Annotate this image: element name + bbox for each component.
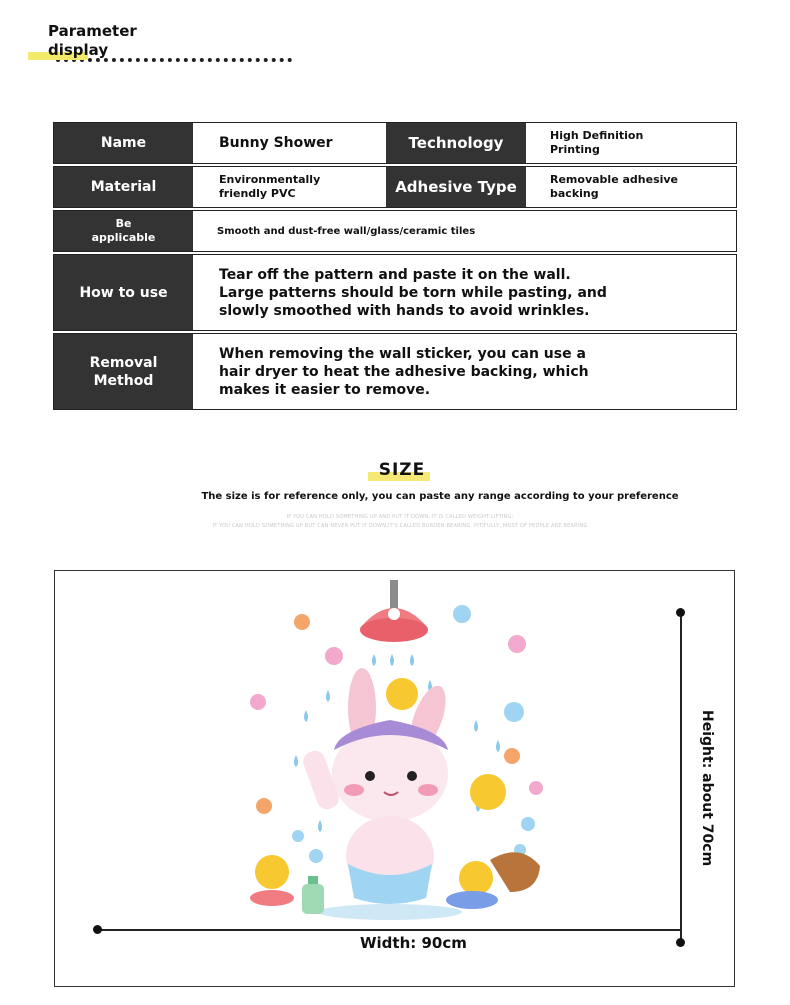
- table-row: [53, 166, 737, 208]
- removal-method-value: When removing the wall sticker, you can use a hair dryer to heat the adhesive backing, which makes it easier to remove.: [219, 345, 589, 398]
- table-row: [53, 333, 737, 410]
- technology-value: High Definition Printing: [550, 129, 644, 156]
- applicable-value: Smooth and dust-free wall/glass/ceramic tiles: [217, 225, 476, 237]
- how-to-use-label: How to use: [54, 255, 193, 330]
- applicable-label: Be applicable: [54, 211, 193, 251]
- how-to-use-value: Tear off the pattern and paste it on the wall. Large patterns should be torn while pasting, and slowly smoothed with hands to avoid wrinkles.: [219, 266, 607, 319]
- adhesive-type-label: Adhesive Type: [386, 167, 526, 207]
- height-bottom-marker: [676, 938, 685, 947]
- table-row: [53, 122, 737, 164]
- section-title: Parameter display: [48, 22, 137, 59]
- table-row: [53, 254, 737, 331]
- technology-label: Technology: [386, 123, 526, 163]
- width-dimension-line: [97, 929, 681, 931]
- material-value: Environmentally friendly PVC: [219, 173, 321, 200]
- width-left-marker: [93, 925, 102, 934]
- size-title: SIZE: [378, 460, 426, 480]
- size-subtitle: The size is for reference only, you can paste any range according to your preference: [201, 491, 679, 502]
- table-row: [53, 210, 737, 252]
- height-dimension-line: [680, 612, 682, 942]
- bunny-shower-illustration: [240, 580, 560, 925]
- removal-method-label: Removal Method: [54, 334, 193, 409]
- width-label: Width: 90cm: [360, 934, 467, 952]
- shower-pipe: [390, 580, 398, 610]
- name-value: Bunny Shower: [219, 135, 333, 151]
- faint-caption-2: IF YOU CAN HOLD SOMETHING UP BUT CAN NEVER PUT IT DOWN,IT'S CALLED BURDEN-BEARING. PITIFULLY, MOST OF PEOPLE ARE BEARING: [212, 523, 588, 529]
- soap-bottle: [302, 884, 324, 914]
- name-label: Name: [54, 123, 193, 163]
- height-label: Height: about 70cm: [699, 710, 715, 867]
- adhesive-type-value: Removable adhesive backing: [550, 173, 679, 200]
- bucket: [490, 852, 540, 892]
- material-label: Material: [54, 167, 193, 207]
- height-top-marker: [676, 608, 685, 617]
- faint-caption-1: IF YOU CAN HOLD SOMETHING UP AND PUT IT DOWN, IT IS CALLED WEIGHT-LIFTING;: [286, 514, 514, 520]
- section-header: [48, 22, 158, 60]
